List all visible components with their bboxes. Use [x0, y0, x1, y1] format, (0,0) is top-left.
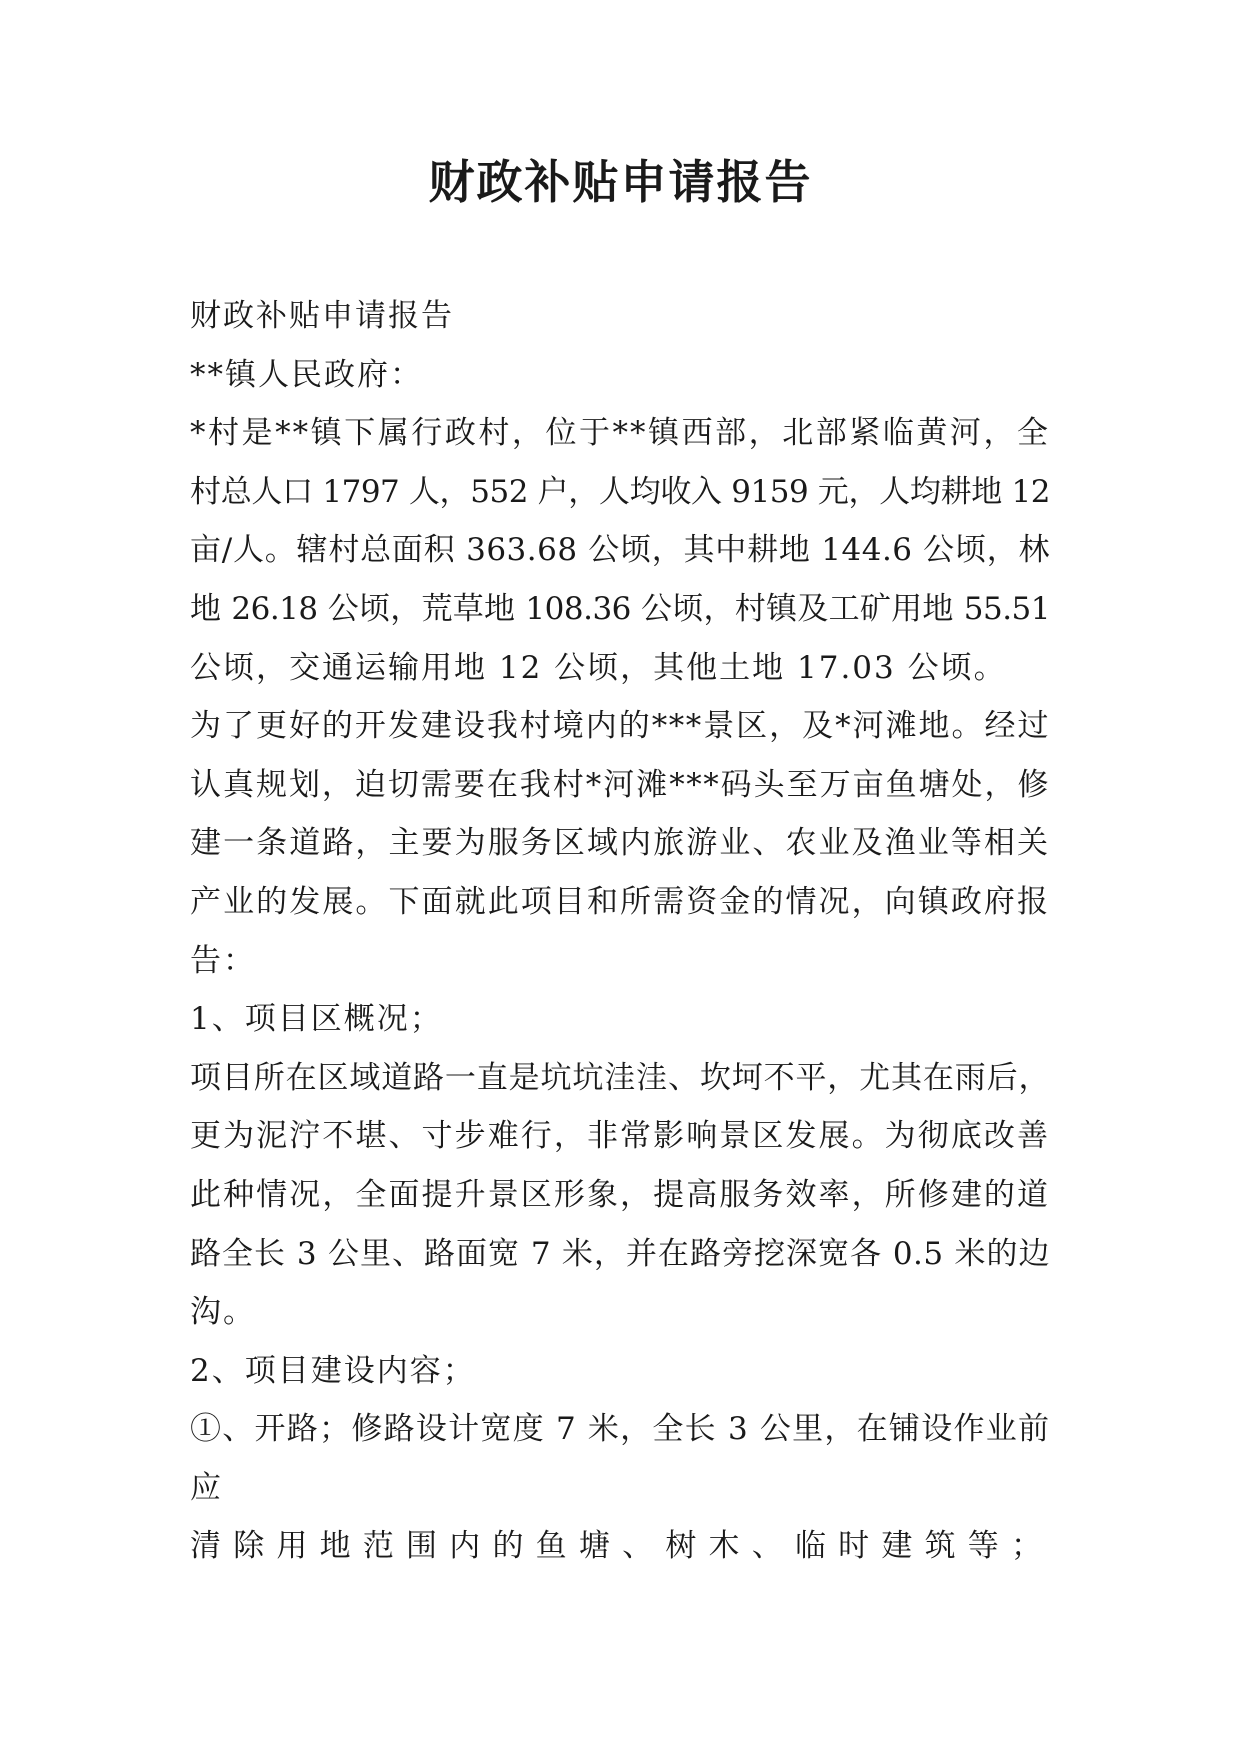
paragraph-line: 路全长 3 公里、路面宽 7 米，并在路旁挖深宽各 0.5 米的边 — [190, 1235, 1050, 1272]
paragraph-line: 告： — [190, 942, 256, 979]
paragraph-line: **镇人民政府： — [190, 356, 423, 393]
paragraph-line: 建一条道路，主要为服务区域内旅游业、农业及渔业等相关 — [190, 825, 1050, 862]
document-body — [190, 287, 1050, 1576]
paragraph-line: *村是**镇下属行政村，位于**镇西部，北部紧临黄河，全 — [190, 415, 1050, 452]
paragraph-line: 财政补贴申请报告 — [190, 298, 454, 334]
paragraph-line: 认真规划，迫切需要在我村*河滩***码头至万亩鱼塘处，修 — [190, 766, 1050, 803]
section-heading: 1、项目区概况； — [190, 1001, 443, 1038]
paragraph-line: 更为泥泞不堪、寸步难行，非常影响景区发展。为彻底改善 — [190, 1118, 1050, 1155]
paragraph-line: 村总人口 1797 人，552 户，人均收入 9159 元，人均耕地 12 — [190, 473, 1050, 510]
section-heading: 2、项目建设内容； — [190, 1352, 476, 1389]
paragraph-line: 产业的发展。下面就此项目和所需资金的情况，向镇政府报 — [190, 883, 1050, 920]
paragraph-line: 地 26.18 公顷，荒草地 108.36 公顷，村镇及工矿用地 55.51 — [190, 590, 1050, 627]
paragraph-line: 公顷，交通运输用地 12 公顷，其他土地 17.03 公顷。 — [190, 649, 1007, 686]
paragraph-line: 亩/人。辖村总面积 363.68 公顷，其中耕地 144.6 公顷，林 — [190, 532, 1050, 569]
paragraph-line: 为了更好的开发建设我村境内的***景区，及*河滩地。经过 — [190, 708, 1050, 745]
document-title: 财政补贴申请报告 — [428, 155, 813, 209]
paragraph-line: 清除用地范围内的鱼塘、树木、临时建筑等； — [190, 1528, 1050, 1565]
paragraph-line: 项目所在区域道路一直是坑坑洼洼、坎坷不平，尤其在雨后， — [190, 1059, 1050, 1096]
paragraph-line: 沟。 — [190, 1294, 256, 1331]
paragraph-line: 此种情况，全面提升景区形象，提高服务效率，所修建的道 — [190, 1176, 1050, 1213]
paragraph-line: 应 — [190, 1469, 223, 1506]
paragraph-line: ①、开路；修路设计宽度 7 米，全长 3 公里，在铺设作业前 — [190, 1411, 1050, 1448]
